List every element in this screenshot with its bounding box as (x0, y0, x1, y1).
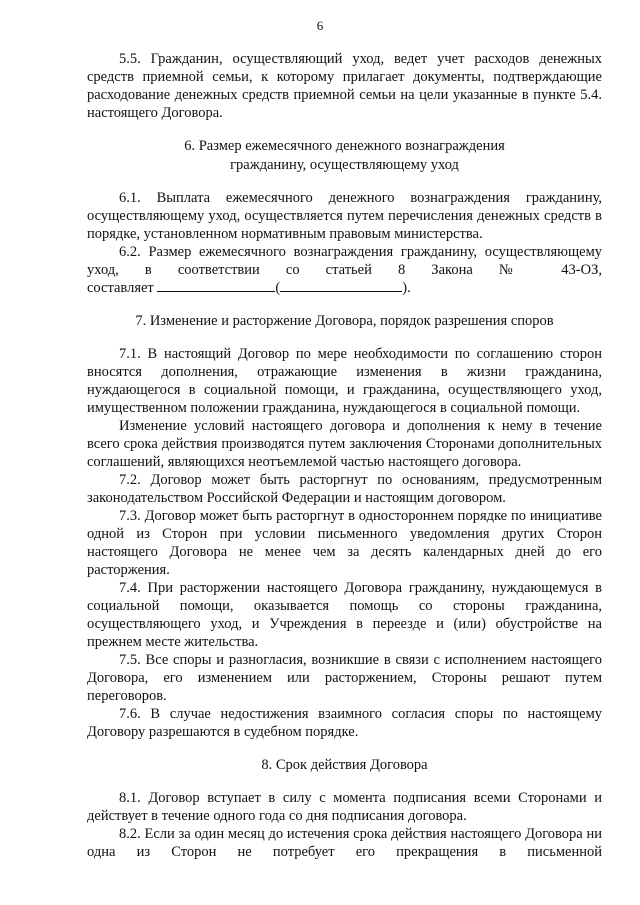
paragraph-8-1: 8.1. Договор вступает в силу с момента подписания всеми Сторонами и действует в течение одного года со дня подписания договора. (87, 790, 602, 824)
paragraph-7-6: 7.6. В случае недостижения взаимного согласия споры по настоящему Договору разрешаются в судебном порядке. (87, 706, 602, 740)
paragraph-6-1: 6.1. Выплата ежемесячного денежного вознаграждения гражданину, осуществляющему уход, осуществляется путем перечисления денежных средств в порядке, установленном нормативным правовым министерства. (87, 190, 602, 242)
page-number: 6 (316, 18, 324, 33)
amount-blank[interactable] (157, 279, 275, 292)
section-7-heading: 7. Изменение и расторжение Договора, порядок разрешения споров (135, 313, 554, 329)
paragraph-7-4: 7.4. При расторжении настоящего Договора гражданину, нуждающемуся в социальной помощи, оказывается помощь со стороны гражданина, осуществляющего уход, и Учреждения в переезде и (или) обустройстве на прежнем месте жительства. (87, 580, 602, 650)
paragraph-6-2: 6.2. Размер ежемесячного вознаграждения гражданину, осуществляющему уход, в соответствии со статьей 8 Закона № 43-ОЗ, (87, 244, 602, 278)
section-8-heading: 8. Срок действия Договора (261, 757, 428, 773)
paragraph-7-2: 7.2. Договор может быть расторгнут по основаниям, предусмотренным законодательством Российской Федерации и настоящим договором. (87, 472, 602, 506)
section-6-heading-line1: 6. Размер ежемесячного денежного вознаграждения (184, 138, 505, 154)
paragraph-7-1: 7.1. В настоящий Договор по мере необходимости по соглашению сторон вносятся дополнения, отражающие изменения в жизни гражданина, нуждающегося в социальной помощи, и гражданина, осуществляющего уход, имущественном положении гражданина, нуждающегося в социальной помощи. (87, 346, 602, 416)
amount-words-blank[interactable] (280, 279, 402, 292)
paragraph-6-2-amount-line (87, 279, 602, 297)
paragraph-8-2: 8.2. Если за один месяц до истечения срока действия настоящего Договора ни одна из Сторон не потребует его прекращения в письменной (87, 826, 602, 860)
paragraph-7-3: 7.3. Договор может быть расторгнут в одностороннем порядке по инициативе одной из Сторон при условии письменного уведомления других Сторон настоящего Договора не менее чем за десять календарных дней до его расторжения. (87, 508, 602, 578)
section-6-heading-line2: гражданину, осуществляющему уход (230, 157, 459, 173)
amount-paren-open: ( (275, 280, 281, 296)
amount-label: составляет (87, 280, 154, 296)
document-body (87, 50, 602, 861)
paragraph-5-5: 5.5. Гражданин, осуществляющий уход, ведет учет расходов денежных средств приемной семьи, к которому прилагает документы, подтверждающие расходование денежных средств приемной семьи на цели указанные в пункте 5.4. настоящего Договора. (87, 51, 602, 121)
amount-paren-close: ). (402, 280, 411, 296)
paragraph-7-5: 7.5. Все споры и разногласия, возникшие в связи с исполнением настоящего Договора, его изменением или расторжением, Стороны решают путем переговоров. (87, 652, 602, 704)
paragraph-7-1-continued: Изменение условий настоящего договора и дополнения к нему в течение всего срока действия производятся путем заключения Сторонами дополнительных соглашений, являющихся неотъемлемой частью настоящего договора. (87, 418, 602, 470)
